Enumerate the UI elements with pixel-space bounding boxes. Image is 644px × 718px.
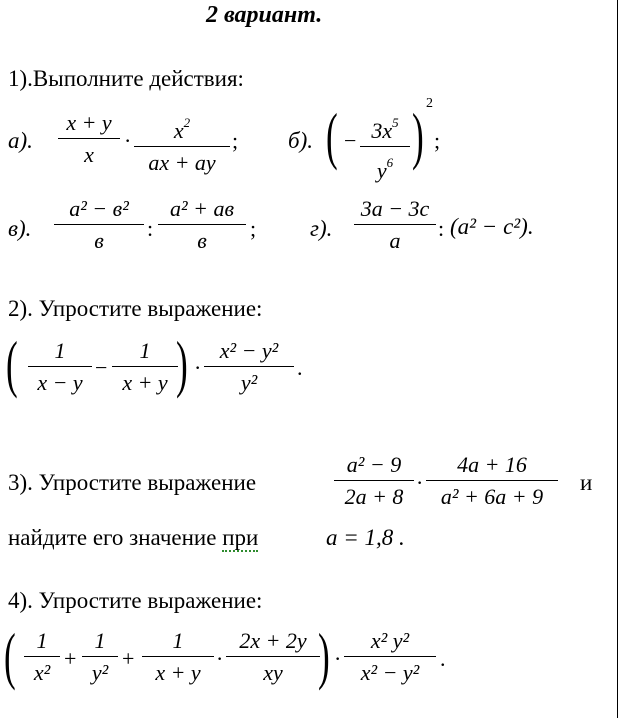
fraction-bar — [54, 224, 144, 225]
minus-sign: − — [95, 355, 108, 380]
plus-sign: + — [122, 646, 135, 671]
base: y — [376, 158, 387, 184]
task1-a-fraction1 — [58, 110, 120, 168]
task4-heading: 4). Упростите выражение: — [8, 588, 263, 613]
task4-fraction2 — [82, 628, 118, 686]
task1-b-fraction — [360, 110, 410, 184]
exponent: 2 — [183, 115, 191, 130]
numerator: a² + ав — [170, 196, 234, 221]
denominator: x² — [33, 660, 51, 686]
numerator: x² − y² — [219, 338, 279, 363]
minus-sign: − — [344, 128, 357, 153]
numerator: 1 — [36, 628, 48, 653]
base: x — [173, 118, 184, 143]
fraction-bar — [28, 366, 92, 367]
task3-fraction1 — [334, 452, 414, 510]
multiply-dot: · — [334, 646, 342, 671]
task2-fraction3 — [204, 338, 294, 396]
multiply-dot: · — [416, 470, 424, 495]
denominator: xy — [263, 660, 283, 686]
left-paren: ( — [326, 100, 338, 171]
task1-heading: 1).Выполните действия: — [8, 66, 244, 91]
multiply-dot: · — [194, 355, 202, 380]
numerator: 1 — [54, 338, 66, 363]
task2-fraction2 — [112, 338, 178, 396]
fraction-bar — [112, 366, 178, 367]
numerator: 3a − 3c — [360, 196, 430, 221]
task3-line2 — [8, 525, 258, 551]
variant-title: 2 вариант. — [206, 2, 323, 28]
outer-exponent: 2 — [426, 96, 433, 111]
denominator — [360, 150, 410, 184]
task3-fraction2 — [426, 452, 558, 510]
numerator: 2x + 2y — [239, 628, 307, 653]
task4-fraction5 — [344, 628, 436, 686]
line2-text: найдите его значение — [8, 525, 223, 550]
period: . — [440, 646, 446, 671]
denominator: y² — [91, 660, 109, 686]
task1-v-fraction2 — [158, 196, 246, 254]
fraction-bar — [360, 146, 410, 147]
multiply-dot: · — [216, 646, 224, 671]
divide-colon: : — [438, 216, 445, 241]
task2-fraction1 — [28, 338, 92, 396]
fraction-bar — [354, 224, 436, 225]
task3-and-word: и — [580, 470, 593, 495]
numerator: 1 — [139, 338, 151, 363]
task1-v-label: в). — [8, 216, 32, 241]
task4-fraction1 — [24, 628, 60, 686]
exponent: 5 — [392, 115, 399, 130]
semicolon: ; — [434, 128, 441, 153]
numerator: 4a + 16 — [457, 452, 527, 477]
task2-heading: 2). Упростите выражение: — [8, 296, 263, 321]
fraction-bar — [158, 224, 246, 225]
fraction-bar — [142, 656, 214, 657]
denominator: x + y — [122, 370, 168, 396]
denominator: x − y — [37, 370, 83, 396]
numerator: x² y² — [370, 628, 410, 653]
denominator: x² − y² — [360, 660, 420, 686]
left-paren: ( — [4, 620, 16, 691]
task1-g-tail: (a² − c²). — [450, 214, 534, 239]
divide-colon: : — [147, 216, 154, 241]
right-paren: ) — [176, 328, 188, 399]
fraction-bar — [58, 138, 120, 139]
task1-b-label: б). — [288, 128, 313, 153]
denominator: в — [94, 228, 104, 254]
plus-sign: + — [64, 646, 77, 671]
denominator: a² + 6a + 9 — [440, 484, 544, 510]
fraction-bar — [82, 656, 118, 657]
numerator — [134, 110, 230, 144]
denominator: x + y — [155, 660, 201, 686]
denominator: y² — [240, 370, 258, 396]
numerator: a² − в² — [69, 196, 129, 221]
numerator — [360, 110, 410, 144]
numerator: x + y — [66, 110, 112, 135]
fraction-bar — [426, 480, 558, 481]
semicolon: ; — [250, 216, 257, 241]
multiply-dot: · — [124, 128, 132, 153]
task1-g-fraction — [354, 196, 436, 254]
task3-value: a = 1,8 . — [326, 525, 405, 550]
left-paren: ( — [6, 328, 18, 399]
fraction-bar — [226, 656, 320, 657]
task4-fraction4 — [226, 628, 320, 686]
numerator: a² − 9 — [346, 452, 402, 477]
right-paren: ) — [318, 620, 330, 691]
numerator: 1 — [94, 628, 106, 653]
right-paren: ) — [412, 100, 424, 171]
denominator: ax + ay — [148, 150, 216, 176]
exponent: 6 — [386, 155, 394, 171]
page-border-line — [617, 0, 618, 718]
spellcheck-word: при — [222, 525, 259, 550]
denominator: a — [389, 228, 401, 254]
numerator: 1 — [172, 628, 184, 653]
task1-g-label: г). — [310, 216, 333, 241]
fraction-bar — [204, 366, 294, 367]
fraction-bar — [134, 146, 230, 147]
denominator: в — [197, 228, 207, 254]
semicolon: ; — [232, 128, 239, 153]
task1-v-fraction1 — [54, 196, 144, 254]
fraction-bar — [334, 480, 414, 481]
task4-fraction3 — [142, 628, 214, 686]
period: . — [297, 355, 303, 380]
denominator: 2a + 8 — [344, 484, 404, 510]
denominator: x — [84, 142, 94, 168]
task3-heading: 3). Упростите выражение — [8, 470, 257, 495]
fraction-bar — [24, 656, 60, 657]
task1-a-fraction2 — [134, 110, 230, 176]
fraction-bar — [344, 656, 436, 657]
task1-a-label: а). — [8, 128, 33, 153]
base: 3x — [371, 118, 393, 143]
